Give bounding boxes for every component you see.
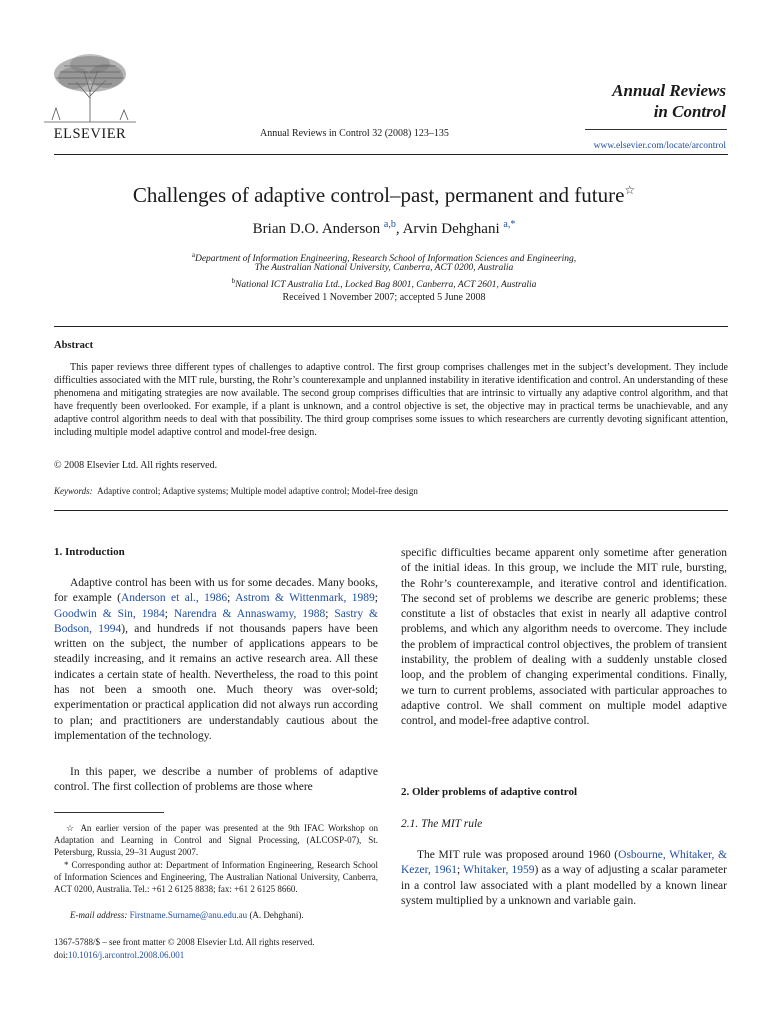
journal-title-line2: in Control <box>653 102 726 121</box>
mit-rule-paragraph <box>401 848 727 909</box>
footnote-title <box>54 822 378 859</box>
journal-title <box>612 80 726 122</box>
footnote-corresponding-author <box>54 859 378 896</box>
keywords <box>54 486 418 496</box>
paper-title <box>0 183 768 208</box>
journal-citation: Annual Reviews in Control 32 (2008) 123–135 <box>260 128 449 139</box>
citation-link[interactable]: Whitaker, 1959 <box>463 864 535 877</box>
abstract-text: This paper reviews three different types of challenges to adaptive control. The first group comprises challenges met in the subject’s development. They include difficulties associated with the MIT rule, bursting, the Rohr’s counterexample and unplanned instability in iterative identification and control. An understanding of these phenomena and mitigating strategies are now available. The second group comprises difficulties that are intrinsic to virtually any adaptive control algorithm, and that have frequently been overlooked. For example, if a plant is unknown, and a control objective is set, the objective may in practical terms be unachievable, and any adaptive control algorithm needs to deal with that possibility. The third group comprises some issues to which researchers are currently devoting significant attention, including multiple model adaptive control and model-free design. <box>54 362 728 438</box>
affiliation-line <box>0 262 768 275</box>
intro-paragraph-continued <box>401 546 727 730</box>
abstract-copyright: © 2008 Elsevier Ltd. All rights reserved. <box>54 460 218 471</box>
author-name: Brian D.O. Anderson <box>252 221 381 237</box>
mit-rule-text: ) as a way of adjusting a scalar parameter in a control law associated with a plant modelled by a known linear system multiplied by a unknown and variable gain. <box>401 864 727 907</box>
abstract-heading: Abstract <box>54 340 94 351</box>
footnote-mark: * <box>64 860 69 870</box>
intro-text: ), and hundreds if not thousands papers have been written on the subject, the number of applications appears to be steadily increasing, and it remains an active research area. All these indicates a certain state of health. Nevertheless, the road to this point has not been a smooth one. Much theory was over-sold; experimentation or practical application did not always run according to plan; and practitioners are understandably cautious about the implementation of the technology. <box>54 622 378 742</box>
footnote-email <box>54 910 378 920</box>
doi-label: doi: <box>54 950 69 960</box>
citation-separator: ; <box>457 864 464 877</box>
section-heading-older-problems: 2. Older problems of adaptive control <box>401 786 577 798</box>
email-label: E-mail address: <box>70 910 128 920</box>
subsection-heading-mit-rule: 2.1. The MIT rule <box>401 818 483 830</box>
citation-link[interactable]: Goodwin & Sin, 1984 <box>54 607 165 620</box>
author-affiliation-mark[interactable]: a,b <box>383 219 396 230</box>
journal-title-rule <box>585 129 727 130</box>
front-matter <box>54 936 315 962</box>
abstract-body <box>54 362 728 439</box>
doi-link[interactable]: 10.1016/j.arcontrol.2008.06.001 <box>68 950 185 960</box>
author-affiliation-mark[interactable]: a,* <box>503 219 516 230</box>
citation-link[interactable]: Osbourne, Whitaker, & Kezer, 1961 <box>401 849 728 877</box>
journal-url-link[interactable]: www.elsevier.com/locate/arcontrol <box>593 141 726 151</box>
citation-separator: ; <box>227 592 236 605</box>
citation-separator: ; <box>374 592 378 605</box>
header-divider <box>54 154 728 155</box>
intro-text: specific difficulties became apparent only sometime after generation of the initial ideas. In this group, we include the MIT rule, bursting, the Rohr’s counterexample, and iterative control and identification. The second set of problems we describe are generic problems; these constitute a list of obstacles that exist in nearly all adaptive control problems, and which any algorithm needs to overcome. They include the problem of impractical control objectives, the problem of transient instability, the problem of dealing with a suddenly unstable closed loop, and the problem of changing experimental conditions. Finally, we turn to current problems, associated with particular approaches to adaptive control. We shall comment on multiple model adaptive control, and model-free adaptive control. <box>401 547 727 728</box>
intro-paragraph-1 <box>54 576 378 744</box>
email-link[interactable]: Firstname.Surname@anu.edu.au <box>129 910 248 920</box>
affiliation-line <box>0 275 768 292</box>
intro-text: In this paper, we describe a number of problems of adaptive control. The first collection of problems are those where <box>54 766 378 794</box>
issn-line: 1367-5788/$ – see front matter © 2008 Elsevier Ltd. All rights reserved. <box>54 937 315 947</box>
paper-title-text: Challenges of adaptive control–past, permanent and future <box>132 183 625 207</box>
footnote-text: An earlier version of the paper was presented at the 9th IFAC Workshop on Adaptation and Learning in Control and Signal Processing, (ALCOSP-07), St. Petersburg, Russia, 29–31 August 2007. <box>54 823 379 858</box>
publisher-name: ELSEVIER <box>53 126 127 142</box>
footnote-mark: ☆ <box>64 823 77 833</box>
footnote-divider <box>54 812 164 813</box>
email-suffix: (A. Dehghani). <box>249 910 304 920</box>
author-name: Arvin Dehghani <box>402 221 500 237</box>
citation-link[interactable]: Sastry & Bodson, 1994 <box>54 607 378 635</box>
keywords-label: Keywords: <box>54 486 93 496</box>
doi-line <box>54 949 315 962</box>
citation-separator: ; <box>325 607 335 620</box>
received-dates: Received 1 November 2007; accepted 5 June 2008 <box>282 292 486 303</box>
affiliation-mark: b <box>231 277 236 285</box>
footnote-text: Corresponding author at: Department of Information Engineering, Research School of Information Sciences and Engineering, The Australian National University, Canberra, ACT 0200, Australia. Tel.: +61 2 6125 8838; fax: +61 2 6125 8660. <box>54 860 378 895</box>
citation-link[interactable]: Anderson et al., 1986 <box>120 592 228 605</box>
citation-link[interactable]: Narendra & Annaswamy, 1988 <box>173 607 326 620</box>
abstract-top-divider <box>54 326 728 327</box>
journal-title-line1: Annual Reviews <box>612 81 726 100</box>
keywords-list: Adaptive control; Adaptive systems; Multiple model adaptive control; Model-free design <box>97 486 418 496</box>
intro-paragraph-2 <box>54 765 378 796</box>
abstract-bottom-divider <box>54 510 728 511</box>
author-separator: , <box>395 221 403 237</box>
citation-separator: ; <box>164 607 174 620</box>
affiliation-text: The Australian National University, Canberra, ACT 0200, Australia <box>254 263 514 273</box>
citation-link[interactable]: Astrom & Wittenmark, 1989 <box>235 592 375 605</box>
affiliation-text: National ICT Australia Ltd., Locked Bag 8001, Canberra, ACT 2601, Australia <box>235 280 537 291</box>
mit-rule-text: The MIT rule was proposed around 1960 ( <box>417 849 619 861</box>
title-footnote-mark: ☆ <box>624 183 636 197</box>
section-heading-introduction: 1. Introduction <box>54 546 125 558</box>
affiliation-mark: a <box>191 251 195 259</box>
intro-text: Adaptive control has been with us for some decades. Many books, for example ( <box>54 577 378 605</box>
affiliation-text: Department of Information Engineering, Research School of Information Sciences and Engineering, <box>194 254 577 265</box>
author-list <box>0 219 768 238</box>
